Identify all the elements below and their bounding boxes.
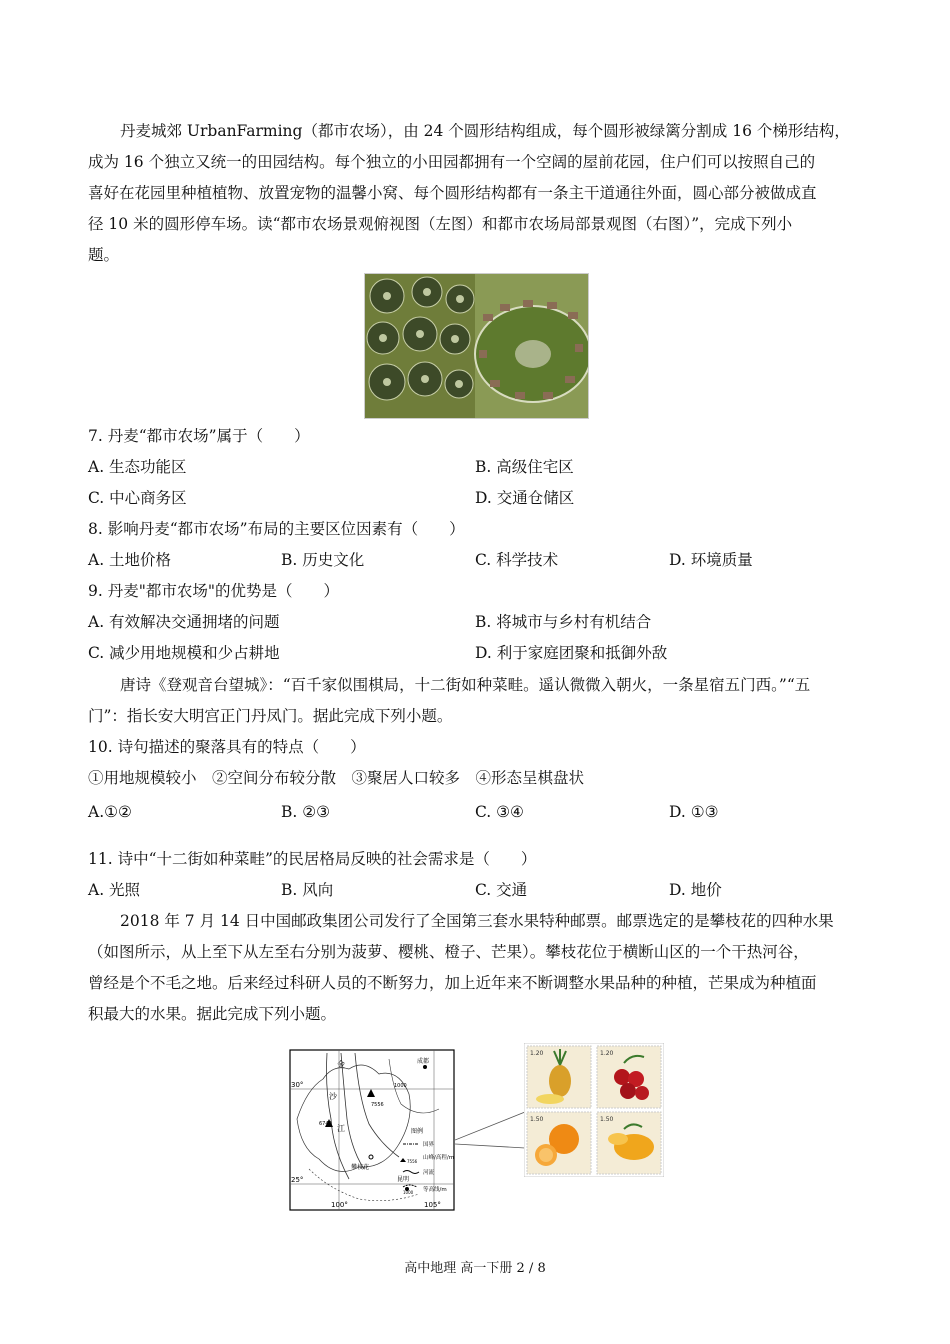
stamp-cherry [597, 1046, 661, 1108]
question-11-stem: 11. 诗中“十二街如种菜畦”的民居格局反映的社会需求是（ ） [88, 850, 537, 868]
intro3-line-1: 2018 年 7 月 14 日中国邮政集团公司发行了全国第三套水果特种邮票。邮票选定的是攀枝花的四种水果 [120, 912, 834, 930]
map-label-jin: 金 [337, 1060, 345, 1069]
question-7-stem: 7. 丹麦“都市农场”属于（ ） [88, 427, 310, 445]
q8-option-c[interactable]: C. 科学技术 [475, 551, 559, 569]
legend-title: 图例 [411, 1128, 424, 1135]
q10-statements: ①用地规模较小 ②空间分布较分散 ③聚居人口较多 ④形态呈棋盘状 [88, 769, 585, 787]
connector-lines [455, 1110, 527, 1150]
q8-option-d[interactable]: D. 环境质量 [669, 551, 753, 569]
q10-option-d[interactable]: D. ①③ [669, 803, 719, 821]
map-peak-6740: 6740 [319, 1121, 332, 1127]
lon105-label: 105° [424, 1201, 441, 1209]
legend-contour: 等高线/m [423, 1187, 447, 1193]
stamp-orange-price: 1.50 [530, 1116, 544, 1123]
map-contour-1000: 1000 [394, 1083, 407, 1089]
question-8-stem: 8. 影响丹麦“都市农场”布局的主要区位因素有（ ） [88, 520, 465, 538]
stamp-orange [527, 1112, 591, 1174]
stamp-cherry-price: 1.20 [600, 1050, 614, 1057]
stamp-pineapple-price: 1.20 [530, 1050, 544, 1057]
q11-option-d[interactable]: D. 地价 [669, 881, 722, 899]
intro1-line-2: 成为 16 个独立又统一的田园结构。每个独立的小田园都拥有一个空阔的屋前花园，住户们可以按照自己的 [88, 153, 816, 171]
q9-option-b[interactable]: B. 将城市与乡村有机结合 [475, 613, 652, 631]
legend-river: 河流 [423, 1170, 435, 1176]
stamp-pineapple [527, 1046, 591, 1108]
stamp-mango-price: 1.50 [600, 1116, 614, 1123]
lat25-label: 25° [291, 1176, 304, 1184]
intro3-line-3: 曾经是个不毛之地。后来经过科研人员的不断努力，加上近年来不断调整水果品种的种植，芒果成为种植面 [88, 974, 817, 992]
map-label-chengdu: 成都 [417, 1058, 430, 1065]
q11-option-a[interactable]: A. 光照 [88, 881, 141, 899]
lon100-label: 100° [331, 1201, 348, 1209]
legend-contour-value: 1000 [403, 1190, 414, 1195]
urban-farm-photo [364, 273, 589, 419]
q8-option-b[interactable]: B. 历史文化 [281, 551, 365, 569]
q7-option-c[interactable]: C. 中心商务区 [88, 489, 187, 507]
intro2-line-2: 门”：指长安大明宫正门丹凤门。据此完成下列小题。 [88, 707, 453, 725]
page-footer: 高中地理 高一下册 2 / 8 [404, 1261, 546, 1276]
q7-option-a[interactable]: A. 生态功能区 [88, 458, 187, 476]
legend-peak-value: 7556 [407, 1159, 418, 1164]
q9-option-a[interactable]: A. 有效解决交通拥堵的问题 [88, 613, 280, 631]
q9-option-d[interactable]: D. 利于家庭团聚和抵御外敌 [475, 644, 668, 662]
q7-option-d[interactable]: D. 交通仓储区 [475, 489, 575, 507]
legend-peak: 山峰/高程/m [423, 1155, 455, 1161]
intro1-line-5: 题。 [88, 246, 120, 264]
fruit-stamps [524, 1043, 664, 1177]
q9-option-c[interactable]: C. 减少用地规模和少占耕地 [88, 644, 280, 662]
intro3-line-2: （如图所示，从上至下从左至右分别为菠萝、樱桃、橙子、芒果）。攀枝花位于横断山区的一个干热河谷， [88, 943, 809, 961]
intro3-line-4: 积最大的水果。据此完成下列小题。 [88, 1005, 337, 1023]
stamp-mango [597, 1112, 661, 1174]
legend-border: 国界 [423, 1142, 435, 1148]
lat30-label: 30° [291, 1081, 304, 1089]
q10-option-a[interactable]: A.①② [88, 803, 132, 821]
question-10-stem: 10. 诗句描述的聚落具有的特点（ ） [88, 738, 366, 756]
map-label-jiang: 江 [337, 1124, 345, 1133]
map-peak-7556: 7556 [371, 1102, 384, 1108]
q10-option-b[interactable]: B. ②③ [281, 803, 331, 821]
intro1-line-4: 径 10 米的圆形停车场。读“都市农场景观俯视图（左图）和都市农场局部景观图（右图）”，完成下列小 [88, 215, 793, 233]
q11-option-c[interactable]: C. 交通 [475, 881, 528, 899]
intro1-line-3: 喜好在花园里种植植物、放置宠物的温馨小窝、每个圆形结构都有一条主干道通往外面，圆心部分被做成直 [88, 184, 817, 202]
map-label-sha: 沙 [329, 1092, 337, 1101]
q11-option-b[interactable]: B. 风向 [281, 881, 334, 899]
q7-option-b[interactable]: B. 高级住宅区 [475, 458, 574, 476]
map-label-kunming: 昆明 [397, 1176, 410, 1183]
question-9-stem: 9. 丹麦"都市农场"的优势是（ ） [88, 582, 339, 600]
intro2-line-1: 唐诗《登观音台望城》：“百千家似围棋局，十二街如种菜畦。遥认微微入朝火，一条星宿五门西。”“五 [120, 676, 811, 694]
map-label-panzhihua: 攀枝花 [351, 1164, 370, 1171]
q10-option-c[interactable]: C. ③④ [475, 803, 524, 821]
intro1-line-1: 丹麦城郊 UrbanFarming（都市农场），由 24 个圆形结构组成，每个圆形被绿篱分割成 16 个梯形结构， [120, 122, 850, 140]
panzhihua-map [289, 1049, 455, 1211]
q8-option-a[interactable]: A. 土地价格 [88, 551, 172, 569]
